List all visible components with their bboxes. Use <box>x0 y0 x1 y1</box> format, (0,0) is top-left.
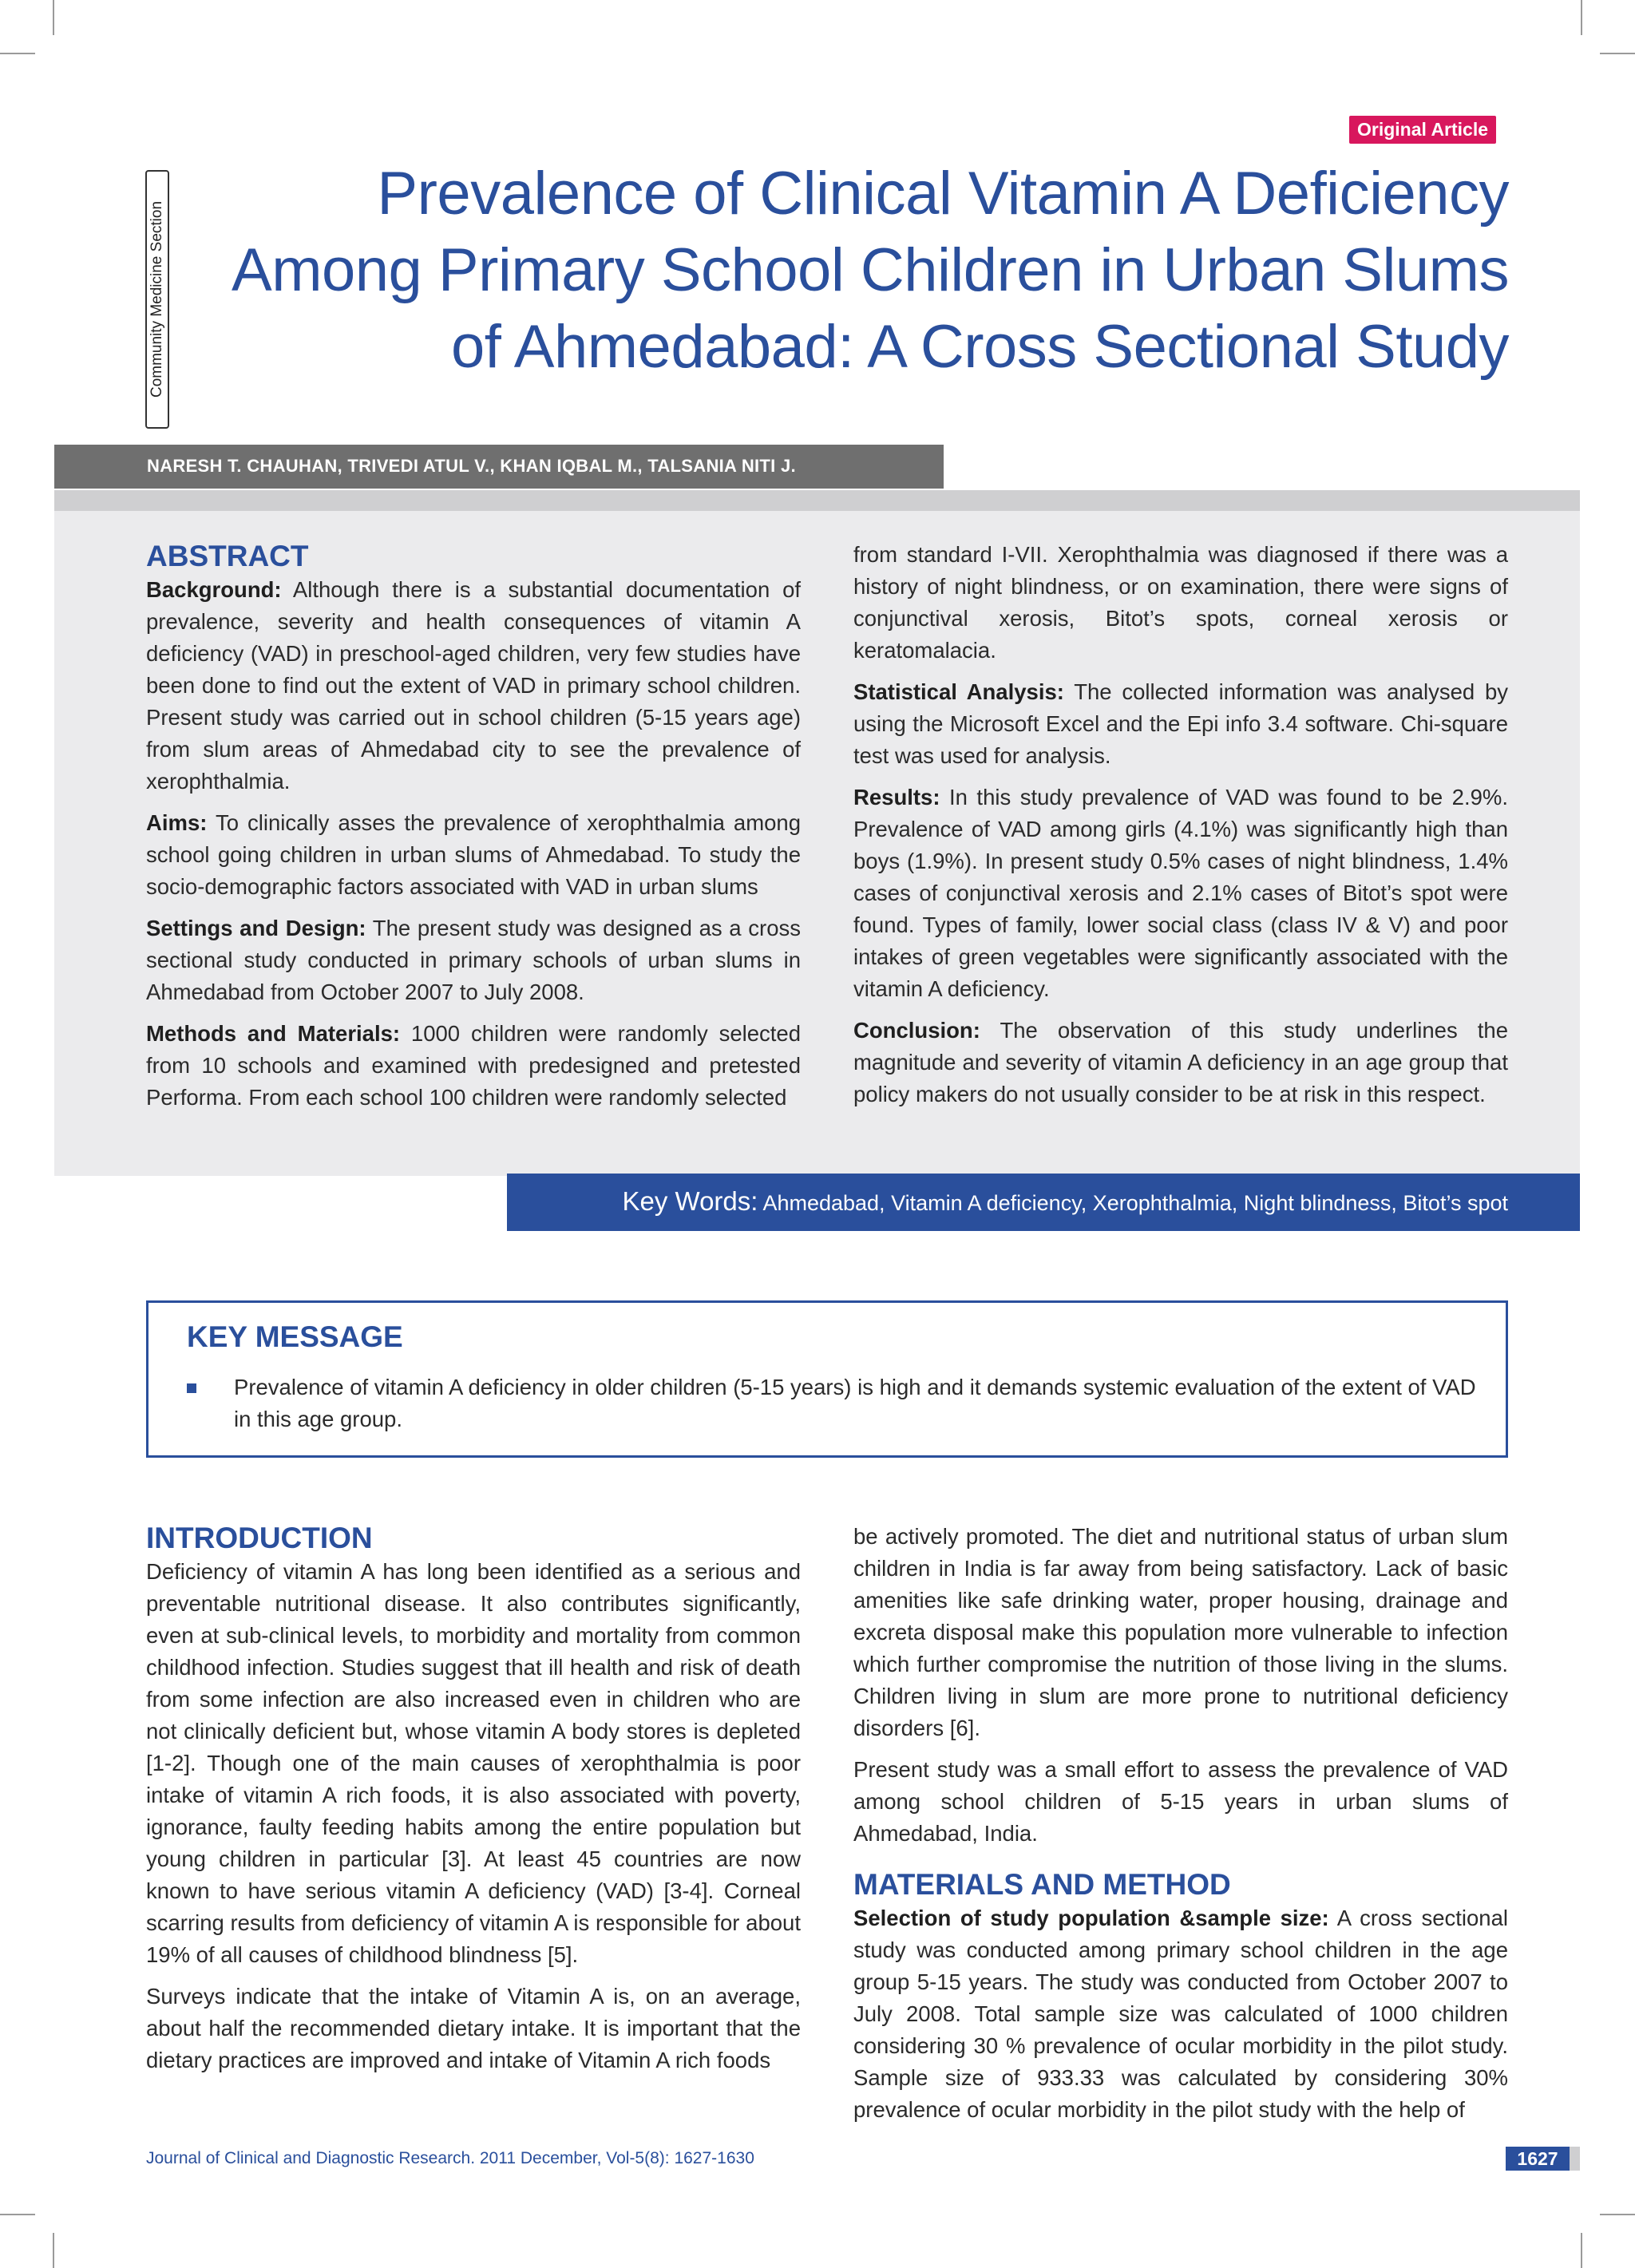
page-number: 1627 <box>1506 2147 1570 2171</box>
abstract-background <box>146 574 801 798</box>
title-line: Prevalence of Clinical Vitamin A Deficiency <box>377 160 1509 228</box>
key-message-heading: KEY MESSAGE <box>187 1320 403 1353</box>
background-text: Although there is a substantial documentation of prevalence, severity and health consequences of vitamin A deficiency (VAD) in preschool-aged children, very few studies have been done to find out the extent of VAD in primary school children. Present study was carried out in school children (5-15 years age) from slum areas of Ahmedabad city to see the prevalence of xerophthalmia. <box>146 577 801 794</box>
abstract-left-column <box>146 539 801 1123</box>
abstract-statistics <box>853 676 1508 772</box>
methods-label: Methods and Materials: <box>146 1021 401 1046</box>
crop-mark <box>1600 53 1635 54</box>
conclusion-label: Conclusion: <box>853 1018 980 1043</box>
keywords-label: Key Words: <box>622 1186 758 1216</box>
crop-mark <box>53 0 54 35</box>
divider-strip <box>54 490 1580 511</box>
stats-text: The collected information was analysed by using the Microsoft Excel and the Epi info 3.4 software. Chi-square test was used for analysis. <box>853 679 1508 768</box>
title-line: Among Primary School Children in Urban Slums <box>232 236 1509 304</box>
abstract-aims <box>146 807 801 903</box>
abstract-right-column <box>853 539 1508 1120</box>
intro-paragraph: Surveys indicate that the intake of Vitamin A is, on an average, about half the recommended dietary intake. It is important that the dietary practices are improved and intake of Vitamin A rich foods <box>146 1984 801 2072</box>
methods-sub-text: A cross sectional study was conducted among primary school children in the age group 5-15 years. The study was conducted from October 2007 to July 2008. Total sample size was calculated of 1000 children considering 30 % prevalence of ocular morbidity in the pilot study. Sample size of 933.33 was calculated by considering 30% prevalence of ocular morbidity in the pilot study with the help of <box>853 1906 1508 2122</box>
abstract-conclusion <box>853 1015 1508 1110</box>
crop-mark <box>53 2233 54 2268</box>
methods-paragraph <box>853 1902 1508 2126</box>
results-text: In this study prevalence of VAD was found to be 2.9%. Prevalence of VAD among girls (4.1%) was significantly high than boys (1.9%). In present study 0.5% cases of night blindness, 1.4% cases of conjunctival xerosis and 2.1% cases of Bitot’s spot were found. Types of family, lower social class (class IV & V) and poor intakes of green vegetables were significantly associated with the vitamin A deficiency. <box>853 785 1508 1001</box>
background-label: Background: <box>146 577 282 602</box>
conclusion-text: The observation of this study underlines the magnitude and severity of vitamin A deficiency in an age group that policy makers do not usually consider to be at risk in this respect. <box>853 1018 1508 1106</box>
crop-mark <box>0 2214 35 2215</box>
article-type-badge: Original Article <box>1349 116 1496 144</box>
keywords-bar <box>507 1174 1580 1231</box>
title-line: of Ahmedabad: A Cross Sectional Study <box>450 313 1509 381</box>
abstract-methods-continued: from standard I-VII. Xerophthalmia was diagnosed if there was a history of night blindness, or on examination, there were signs of conjunctival xerosis, Bitot’s spots, corneal xerosis or keratomalacia. <box>853 542 1508 663</box>
intro-paragraph: Deficiency of vitamin A has long been identified as a serious and preventable nutritional disease. It also contributes significantly, even at sub-clinical levels, to morbidity and mortality from common childhood infection. Studies suggest that ill health and risk of death from some infection are also increased even in children who are not clinically deficient but, whose vitamin A body stores is depleted [1-2]. Though one of the main causes of xerophthalmia is poor intake of vitamin A rich foods, it is also associated with poverty, ignorance, faulty feeding habits among the entire population but young children in particular [3]. At least 45 countries are now known to have serious vitamin A deficiency (VAD) [3-4]. Corneal scarring results from deficiency of vitamin A is responsible for about 19% of all causes of childhood blindness [5]. <box>146 1559 801 1967</box>
body-left-column <box>146 1521 801 2086</box>
methods-sub-label: Selection of study population &sample size: <box>853 1906 1329 1930</box>
crop-mark <box>1581 2233 1582 2268</box>
methods-text: 1000 children were randomly selected from 10 schools and examined with predesigned and pretested Performa. From each school 100 children were randomly selected <box>146 1021 801 1110</box>
key-message-box <box>146 1300 1508 1458</box>
methods-heading: MATERIALS AND METHOD <box>853 1868 1231 1901</box>
key-message-text: Prevalence of vitamin A deficiency in older children (5-15 years) is high and it demands systemic evaluation of the extent of VAD in this age group. <box>234 1375 1476 1431</box>
keywords <box>622 1186 1508 1217</box>
body-right-column <box>853 1521 1508 2135</box>
author-bar <box>54 445 944 489</box>
intro-paragraph-continued: be actively promoted. The diet and nutritional status of urban slum children in India is far away from being satisfactory. Lack of basic amenities like safe drinking water, proper housing, drainage and excreta disposal make this population more vulnerable to infection which further compromise the nutrition of those living in the slums. Children living in slum are more prone to nutritional deficiency disorders [6]. <box>853 1524 1508 1740</box>
stats-label: Statistical Analysis: <box>853 679 1064 704</box>
aims-label: Aims: <box>146 810 208 835</box>
crop-mark <box>0 53 35 54</box>
square-bullet-icon <box>187 1383 196 1393</box>
section-tag-label: Community Medicine Section <box>148 200 165 398</box>
crop-mark <box>1600 2214 1635 2215</box>
introduction-heading: INTRODUCTION <box>146 1522 373 1554</box>
settings-text: The present study was designed as a cross sectional study conducted in primary schools of urban slums in Ahmedabad from October 2007 to July 2008. <box>146 916 801 1004</box>
aims-text: To clinically asses the prevalence of xerophthalmia among school going children in urban slums of Ahmedabad. To study the socio-demographic factors associated with VAD in urban slums <box>146 810 801 899</box>
abstract-methods <box>146 1018 801 1114</box>
article-title <box>112 156 1509 386</box>
results-label: Results: <box>853 785 940 809</box>
abstract-heading: ABSTRACT <box>146 540 309 572</box>
intro-paragraph: Present study was a small effort to assess the prevalence of VAD among school children of 5-15 years in urban slums of Ahmedabad, India. <box>853 1757 1508 1846</box>
author-list: NARESH T. CHAUHAN, TRIVEDI ATUL V., KHAN IQBAL M., TALSANIA NITI J. <box>147 456 796 476</box>
keywords-text: Ahmedabad, Vitamin A deficiency, Xerophthalmia, Night blindness, Bitot’s spot <box>758 1191 1508 1215</box>
settings-label: Settings and Design: <box>146 916 366 940</box>
journal-footer: Journal of Clinical and Diagnostic Research. 2011 December, Vol-5(8): 1627-1630 <box>146 2149 754 2167</box>
crop-mark <box>1581 0 1582 35</box>
page-number-edge <box>1570 2147 1580 2171</box>
abstract-settings <box>146 912 801 1008</box>
abstract-results <box>853 782 1508 1005</box>
